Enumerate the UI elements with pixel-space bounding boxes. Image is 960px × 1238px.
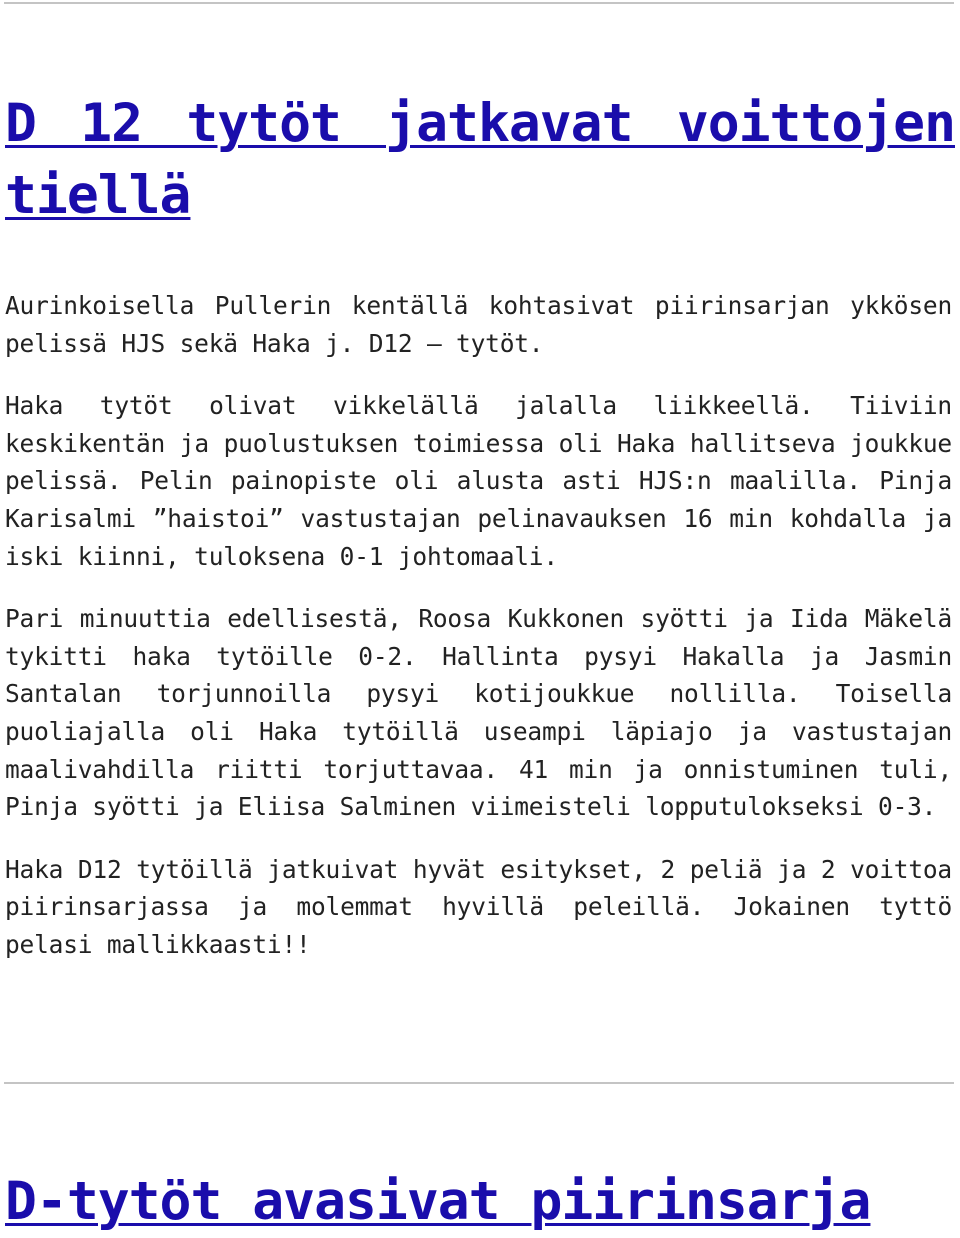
article-paragraph: Aurinkoisella Pullerin kentällä kohtasivat piirinsarjan ykkösen pelissä HJS sekä Haka j. D12 – tytöt. <box>5 291 952 358</box>
post-divider <box>4 1082 954 1084</box>
post-title <box>5 88 955 232</box>
next-post-title-link[interactable]: D-tytöt avasivat piirinsarja <box>5 1171 871 1232</box>
top-divider <box>4 2 954 4</box>
post-title-link[interactable]: D 12 tytöt jatkavat voittojen tiellä <box>5 93 955 226</box>
article-body <box>5 287 952 989</box>
article-paragraph: Haka tytöt olivat vikkelällä jalalla liikkeellä. Tiiviin keskikentän ja puolustuksen toimiessa oli Haka hallitseva joukkue pelissä. Pelin painopiste oli alusta asti HJS:n maalilla. Pinja Karisalmi ”haistoi” vastustajan pelinavauksen 16 min kohdalla ja iski kiinni, tuloksena 0-1 johtomaali. <box>5 391 952 571</box>
article-paragraph: Pari minuuttia edellisestä, Roosa Kukkonen syötti ja Iida Mäkelä tykitti haka tytöille 0-2. Hallinta pysyi Hakalla ja Jasmin Santalan torjunnoilla pysyi kotijoukkue nollilla. Toisella puoliajalla oli Haka tytöillä useampi läpiajo ja vastustajan maalivahdilla riitti torjuttavaa. 41 min ja onnistuminen tuli, Pinja syötti ja Eliisa Salminen viimeisteli lopputulokseksi 0-3. <box>5 604 952 822</box>
article-paragraph: Haka D12 tytöillä jatkuivat hyvät esitykset, 2 peliä ja 2 voittoa piirinsarjassa ja molemmat hyvillä peleillä. Jokainen tyttö pelasi mallikkaasti!! <box>5 854 952 959</box>
next-post-title <box>5 1166 955 1238</box>
